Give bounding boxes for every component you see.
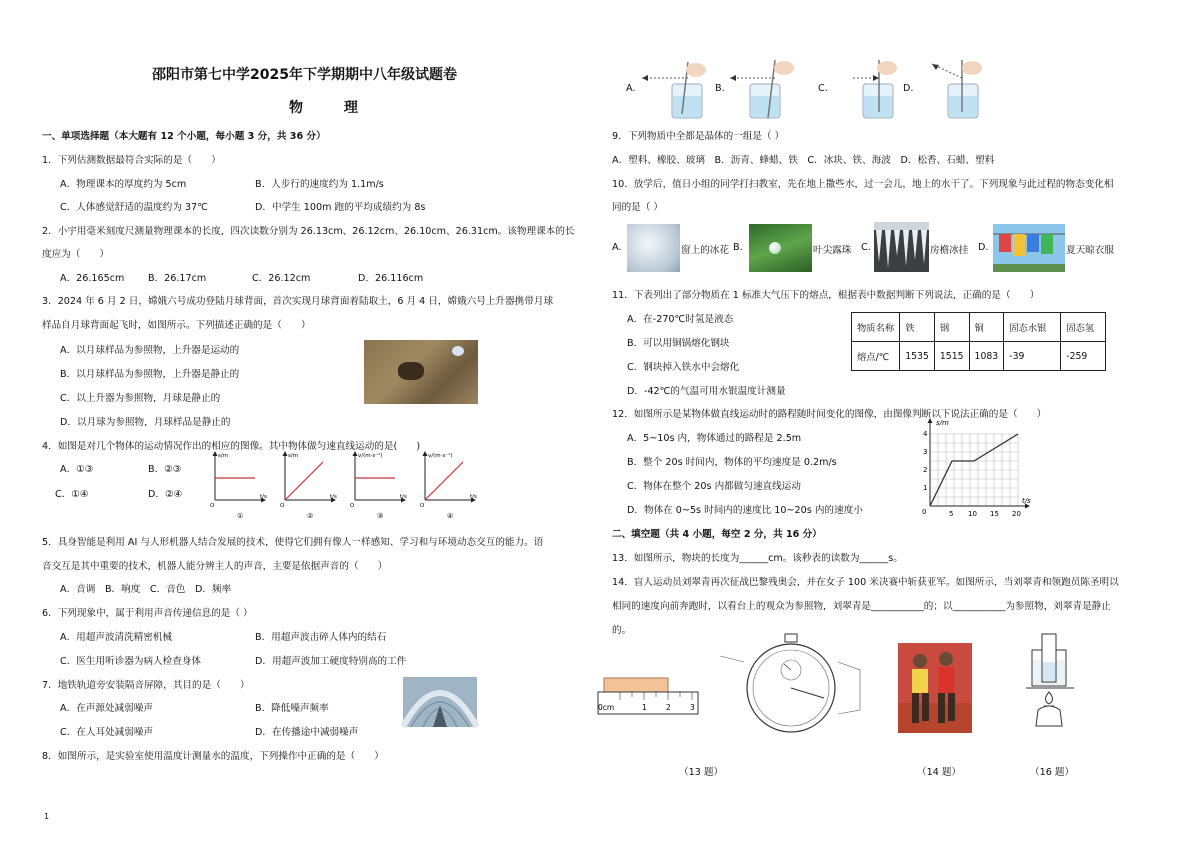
q3-stem-line1: 3．2024 年 6 月 2 日，嫦娥六号成功登陆月球背面，首次实现月球背面着陆取土，6 月 4 日，嫦娥六号上升器携带月球 <box>42 296 554 307</box>
q4-graph-2-line <box>285 462 323 500</box>
q12-graph-xlabel: t/s <box>1022 497 1031 505</box>
q4-graph-3 <box>350 452 407 520</box>
q8-thermometer-figures <box>638 58 1018 122</box>
q3-option-a: A．以月球样品为参照物，上升器是运动的 <box>60 345 240 356</box>
q1-option-a: A．物理课本的厚度约为 5cm <box>60 179 187 190</box>
q10-option-c-text: 房檐冰挂 <box>930 245 969 256</box>
q6-stem: 6．下列现象中，属于利用声音传递信息的是（ ） <box>42 608 253 619</box>
q14-stem-line2: 相同的速度向前奔跑时，以看台上的观众为参照物，刘翠青是___________的；以___________为参照物，刘翠青是静止 <box>612 601 1111 612</box>
q4-graph-1-number: ① <box>237 512 244 520</box>
q4-option-b: B．②③ <box>148 464 182 475</box>
q13-ruler-label: 1 <box>642 703 647 712</box>
q3-stem-line2: 样品自月球背面起飞时，如图所示。下列描述正确的是（ ） <box>42 320 311 331</box>
q11-option-b: B．可以用铜锅熔化钢块 <box>627 338 730 349</box>
q9-options: A．塑料、橡胶、玻璃 B．沥青、蜂蜡、铁 C．冰块、铁、海波 D．松香、石蜡、塑料 <box>612 155 995 166</box>
q3-option-d: D．以月球为参照物，月球样品是静止的 <box>60 417 231 428</box>
q9-stem: 9．下列物质中全都是晶体的一组是（ ） <box>612 131 785 142</box>
q4-graph-2-origin: O <box>280 503 285 509</box>
q7-stem: 7．地铁轨道旁安装隔音屏障，其目的是（ ） <box>42 680 250 691</box>
q14-runners-photo <box>898 643 972 733</box>
q12-stem: 12．如图所示是某物体做直线运动时的路程随时间变化的图像，由图像判断以下说法正确的是（ ） <box>612 409 1047 420</box>
table-header-cell: 钢 <box>934 313 969 342</box>
q8-option-c-label: C. <box>818 83 828 94</box>
q3-option-c: C．以上升器为参照物，月球是静止的 <box>60 393 221 404</box>
q4-graph-1 <box>210 452 267 520</box>
q12-option-a: A．5~10s 内，物体通过的路程是 2.5m <box>627 433 802 444</box>
q12-y-tick: 4 <box>923 430 928 438</box>
q4-graph-3-ylabel: v/(m·s⁻¹) <box>358 453 383 459</box>
table-row-label: 熔点/℃ <box>852 342 900 371</box>
noise-barrier-photo <box>403 677 477 727</box>
exam-title: 邵阳市第七中学2025年下学期期中八年级试题卷 <box>152 67 457 83</box>
q12-x-tick: 20 <box>1012 510 1021 518</box>
q5-stem-line1: 5．具身智能是利用 AI 与人形机器人结合发展的技术，使得它们拥有像人一样感知、学习和与环境动态交互的能力。语 <box>42 537 544 548</box>
table-header-cell: 铁 <box>900 313 935 342</box>
q12-x-tick: 10 <box>968 510 977 518</box>
q13-ruler-label: 3 <box>690 703 695 712</box>
q12-option-b: B．整个 20s 时间内，物体的平均速度是 0.2m/s <box>627 457 837 468</box>
q7-option-d: D．在传播途中减弱噪声 <box>255 727 359 738</box>
table-cell: 1515 <box>934 342 969 371</box>
q10-option-b-label: B. <box>733 242 743 253</box>
q7-option-a: A．在声源处减弱噪声 <box>60 703 153 714</box>
q13-stem: 13．如图所示，物块的长度为______cm。该秒表的读数为______s。 <box>612 553 903 564</box>
q4-graph-2-ylabel: s/m <box>288 453 299 459</box>
q6-option-d: D．用超声波加工硬度特别高的工件 <box>255 656 407 667</box>
table-header-cell: 铜 <box>969 313 1004 342</box>
q13-stopwatch <box>720 634 860 732</box>
page-number: 1 <box>44 812 50 821</box>
dewdrop-photo <box>749 224 812 272</box>
q14-caption: （14 题） <box>917 767 962 778</box>
q12-option-d: D．物体在 0~5s 时间内的速度比 10~20s 内的速度小 <box>627 505 863 516</box>
q1-option-d: D．中学生 100m 跑的平均成绩约为 8s <box>255 202 426 213</box>
q5-stem-line2: 音交互是其中重要的技术，机器人能分辨主人的声音，主要是依据声音的（ ） <box>42 561 388 572</box>
q7-option-c: C．在人耳处减弱噪声 <box>60 727 154 738</box>
q10-option-d-text: 夏天晾衣服 <box>1066 245 1114 256</box>
q7-option-b: B．降低噪声频率 <box>255 703 329 714</box>
q4-option-a: A．①③ <box>60 464 94 475</box>
q12-graph-origin: 0 <box>922 508 927 516</box>
q8-stem: 8．如图所示，是实验室使用温度计测量水的温度，下列操作中正确的是（ ） <box>42 751 384 762</box>
q4-graph-2-number: ② <box>307 512 314 520</box>
table-header-cell: 物质名称 <box>852 313 900 342</box>
q4-graph-4-number: ④ <box>447 512 454 520</box>
q4-graph-3-number: ③ <box>377 512 384 520</box>
q12-y-tick: 2 <box>923 466 928 474</box>
q2-option-c: C．26.12cm <box>252 273 311 284</box>
q12-grid <box>930 434 1018 506</box>
q10-stem-line2: 同的是（ ） <box>612 202 664 213</box>
q12-y-tick: 1 <box>923 484 928 492</box>
q4-graph-4 <box>420 452 477 520</box>
q2-option-d: D．26.116cm <box>358 273 424 284</box>
table-header-row <box>852 313 1106 342</box>
q6-option-b: B．用超声波击碎人体内的结石 <box>255 632 387 643</box>
table-cell: 1083 <box>969 342 1004 371</box>
q13-ruler-stopwatch-figure <box>594 630 866 722</box>
q4-graph-4-xlabel: t/s <box>470 494 477 500</box>
table-header-cell: 固态水银 <box>1004 313 1061 342</box>
moon-lander-photo <box>364 340 478 404</box>
q1-stem: 1．下列估测数据最符合实际的是（ ） <box>42 155 221 166</box>
section-1-heading: 一、单项选择题（本大题有 12 个小题，每小题 3 分，共 36 分） <box>42 131 326 142</box>
q12-graph-ylabel: s/m <box>936 419 949 427</box>
drying-clothes-photo <box>993 224 1065 272</box>
q8-figure-c <box>851 60 897 118</box>
q4-graph-2-xlabel: t/s <box>330 494 337 500</box>
q4-graph-1-origin: O <box>210 503 215 509</box>
q12-y-tick: 3 <box>923 448 928 456</box>
q4-graph-1-ylabel: s/m <box>218 453 229 459</box>
q4-graph-3-origin: O <box>350 503 355 509</box>
table-cell: -259 <box>1061 342 1106 371</box>
icicles-photo <box>874 222 929 272</box>
q2-option-b: B．26.17cm <box>148 273 207 284</box>
q10-option-c-label: C. <box>861 242 871 253</box>
q1-option-c: C．人体感觉舒适的温度约为 37℃ <box>60 202 208 213</box>
q14-stem-line1: 14．盲人运动员刘翠青再次征战巴黎残奥会，并在女子 100 米决赛中斩获亚军。如图所示，当刘翠青和领跑员陈圣明以 <box>612 577 1119 588</box>
q4-stem: 4．如图是对几个物体的运动情况作出的相应的图像。其中物体做匀速直线运动的是( ) <box>42 441 421 452</box>
q12-option-c: C．物体在整个 20s 内都做匀速直线运动 <box>627 481 801 492</box>
q6-option-c: C．医生用听诊器为病人检查身体 <box>60 656 202 667</box>
q10-option-a-label: A. <box>612 242 622 253</box>
q13-caption: （13 题） <box>679 767 724 778</box>
subject-title: 物 理 <box>289 100 376 116</box>
q12-st-graph <box>914 415 1034 521</box>
q4-option-c: C．①④ <box>55 489 89 500</box>
q8-figure-a <box>642 62 706 118</box>
q12-x-tick: 5 <box>949 510 954 518</box>
q1-option-b: B．人步行的速度约为 1.1m/s <box>255 179 384 190</box>
q8-option-d-label: D. <box>903 83 914 94</box>
q4-graph-4-origin: O <box>420 503 425 509</box>
table-header-cell: 固态氢 <box>1061 313 1106 342</box>
q5-options: A．音调 B．响度 C．音色 D．频率 <box>60 584 232 595</box>
q8-option-a-label: A. <box>626 83 636 94</box>
q2-stem-line2: 度应为（ ） <box>42 249 110 260</box>
q16-caption: （16 题） <box>1030 767 1075 778</box>
q14-stem-line3: 的。 <box>612 625 632 636</box>
q12-x-tick: 15 <box>990 510 999 518</box>
q8-option-b-label: B. <box>715 83 725 94</box>
q2-option-a: A．26.165cm <box>60 273 125 284</box>
q4-graph-4-line <box>425 462 463 500</box>
section-2-heading: 二、填空题（共 4 小题，每空 2 分，共 16 分） <box>612 529 822 540</box>
q8-figure-b <box>730 60 794 118</box>
q4-graph-3-xlabel: t/s <box>400 494 407 500</box>
q8-figure-d <box>932 60 982 118</box>
q13-ruler-label: 2 <box>666 703 671 712</box>
q6-option-a: A．用超声波清洗精密机械 <box>60 632 173 643</box>
q4-graph-4-ylabel: v/(m·s⁻¹) <box>428 453 453 459</box>
q4-motion-graphs <box>205 448 475 524</box>
table-row <box>852 342 1106 371</box>
q2-stem-line1: 2．小宇用毫米刻度尺测量物理课本的长度，四次读数分别为 26.13cm、26.12cm、26.10cm、26.31cm。该物理课本的长 <box>42 226 575 237</box>
q11-option-c: C．钢块掉入铁水中会熔化 <box>627 362 740 373</box>
q10-option-b-text: 叶尖露珠 <box>813 245 852 256</box>
q11-stem: 11．下表列出了部分物质在 1 标准大气压下的熔点，根据表中数据判断下列说法，正确的是（ ） <box>612 290 1040 301</box>
melting-point-table <box>851 312 1106 371</box>
q10-stem-line1: 10．放学后，值日小组的同学打扫教室，先在地上撒些水，过一会儿，地上的水干了。下列现象与此过程的物态变化相 <box>612 179 1114 190</box>
q4-graph-1-xlabel: t/s <box>260 494 267 500</box>
q13-block <box>604 678 668 692</box>
q3-option-b: B．以月球样品为参照物，上升器是静止的 <box>60 369 240 380</box>
q13-ruler-label: 0cm <box>598 703 615 712</box>
q11-option-a: A．在-270℃时氢是液态 <box>627 314 734 325</box>
q16-heating-apparatus <box>1022 632 1078 732</box>
q11-option-d: D．-42℃的气温可用水银温度计测量 <box>627 386 786 397</box>
table-cell: -39 <box>1004 342 1061 371</box>
q4-graph-2 <box>280 452 337 520</box>
q10-option-d-label: D. <box>978 242 989 253</box>
q4-option-d: D．②④ <box>148 489 183 500</box>
table-cell: 1535 <box>900 342 935 371</box>
frost-window-photo <box>627 224 680 272</box>
q10-option-a-text: 窗上的冰花 <box>681 245 729 256</box>
